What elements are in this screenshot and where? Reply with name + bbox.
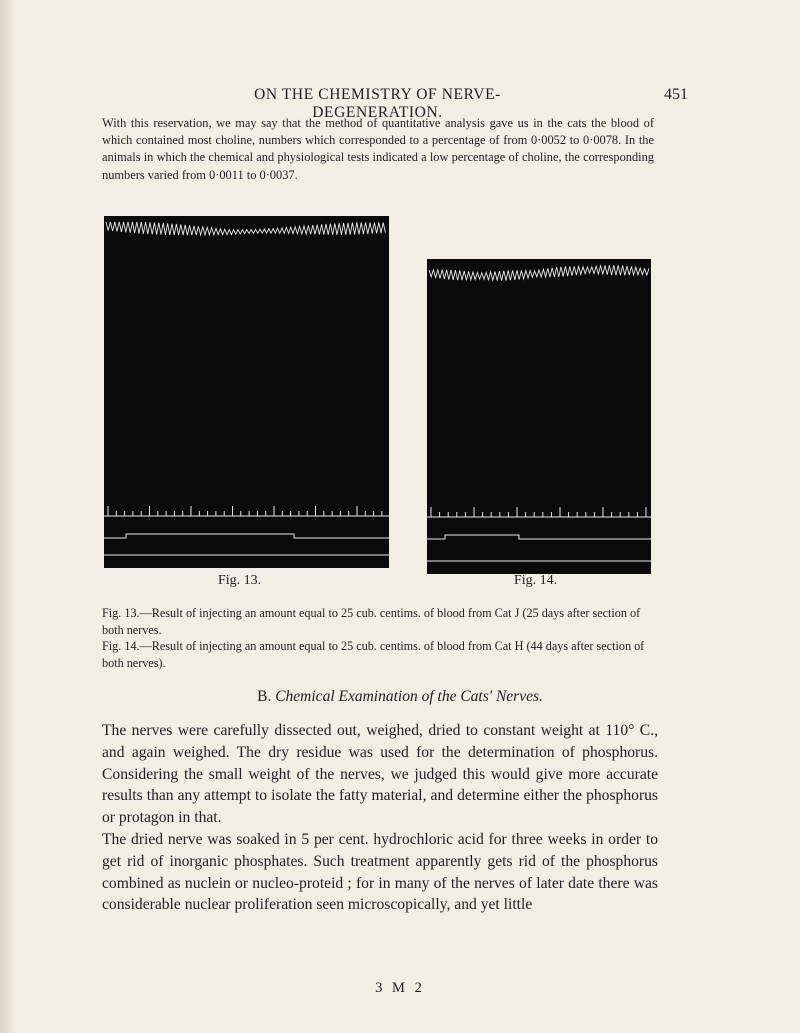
page-gutter <box>0 0 14 1033</box>
figure-13-image <box>104 216 389 568</box>
running-head <box>0 86 800 121</box>
figure-13-caption: Fig. 13.—Result of injecting an amount equal to 25 cub. centims. of blood from Cat J (25 days after section of both nerves. <box>102 606 641 637</box>
section-title: Chemical Examination of the Cats' Nerves. <box>275 688 543 705</box>
body-paragraph: The dried nerve was soaked in 5 per cent. hydrochloric acid for three weeks in order to get rid of inorganic phosphates. Such treatment apparently gets rid of the phosphorus combined as nuclein or nucleo-proteid ; for in many of the nerves of later date there was considerable nuclear proliferation seen microscopically, and yet little <box>102 830 658 914</box>
signal-trace <box>104 534 389 538</box>
figure-13-tracing <box>104 216 389 568</box>
figure-14-tracing <box>427 259 651 574</box>
section-heading <box>0 688 800 706</box>
section-letter: B. <box>257 688 272 705</box>
figure-captions <box>102 605 658 671</box>
figure-14-caption: Fig. 14.—Result of injecting an amount equal to 25 cub. centims. of blood from Cat H (44 days after section of both nerves). <box>102 639 645 670</box>
figure-14-label: Fig. 14. <box>514 573 558 588</box>
figure-14-image <box>427 259 651 574</box>
signal-trace <box>427 535 651 539</box>
running-title: ON THE CHEMISTRY OF NERVE-DEGENERATION. <box>254 86 501 121</box>
pulse-trace <box>106 222 385 235</box>
intro-paragraph: With this reservation, we may say that the method of quantitative analysis gave us in the cats the blood of which contained most choline, numbers which corresponded to a percentage of from 0·0052 to 0·0078. In the animals in which the chemical and physiological tests indicated a low percentage of choline, the corresponding numbers varied from 0·0011 to 0·0037. <box>102 116 654 182</box>
body-paragraph: The nerves were carefully dissected out, weighed, dried to constant weight at 110° C., and again weighed. The dry residue was used for the determination of phosphorus. Considering the small weight of the nerves, we judged this would give more accurate results than any attempt to isolate the fatty material, and determine either the phosphorus or protagon in that. <box>102 722 658 827</box>
page-number: 451 <box>664 86 688 103</box>
signature-mark: 3 M 2 <box>375 980 425 996</box>
body-text <box>102 720 658 916</box>
figure-13-label: Fig. 13. <box>218 573 262 588</box>
pulse-trace <box>429 265 649 280</box>
